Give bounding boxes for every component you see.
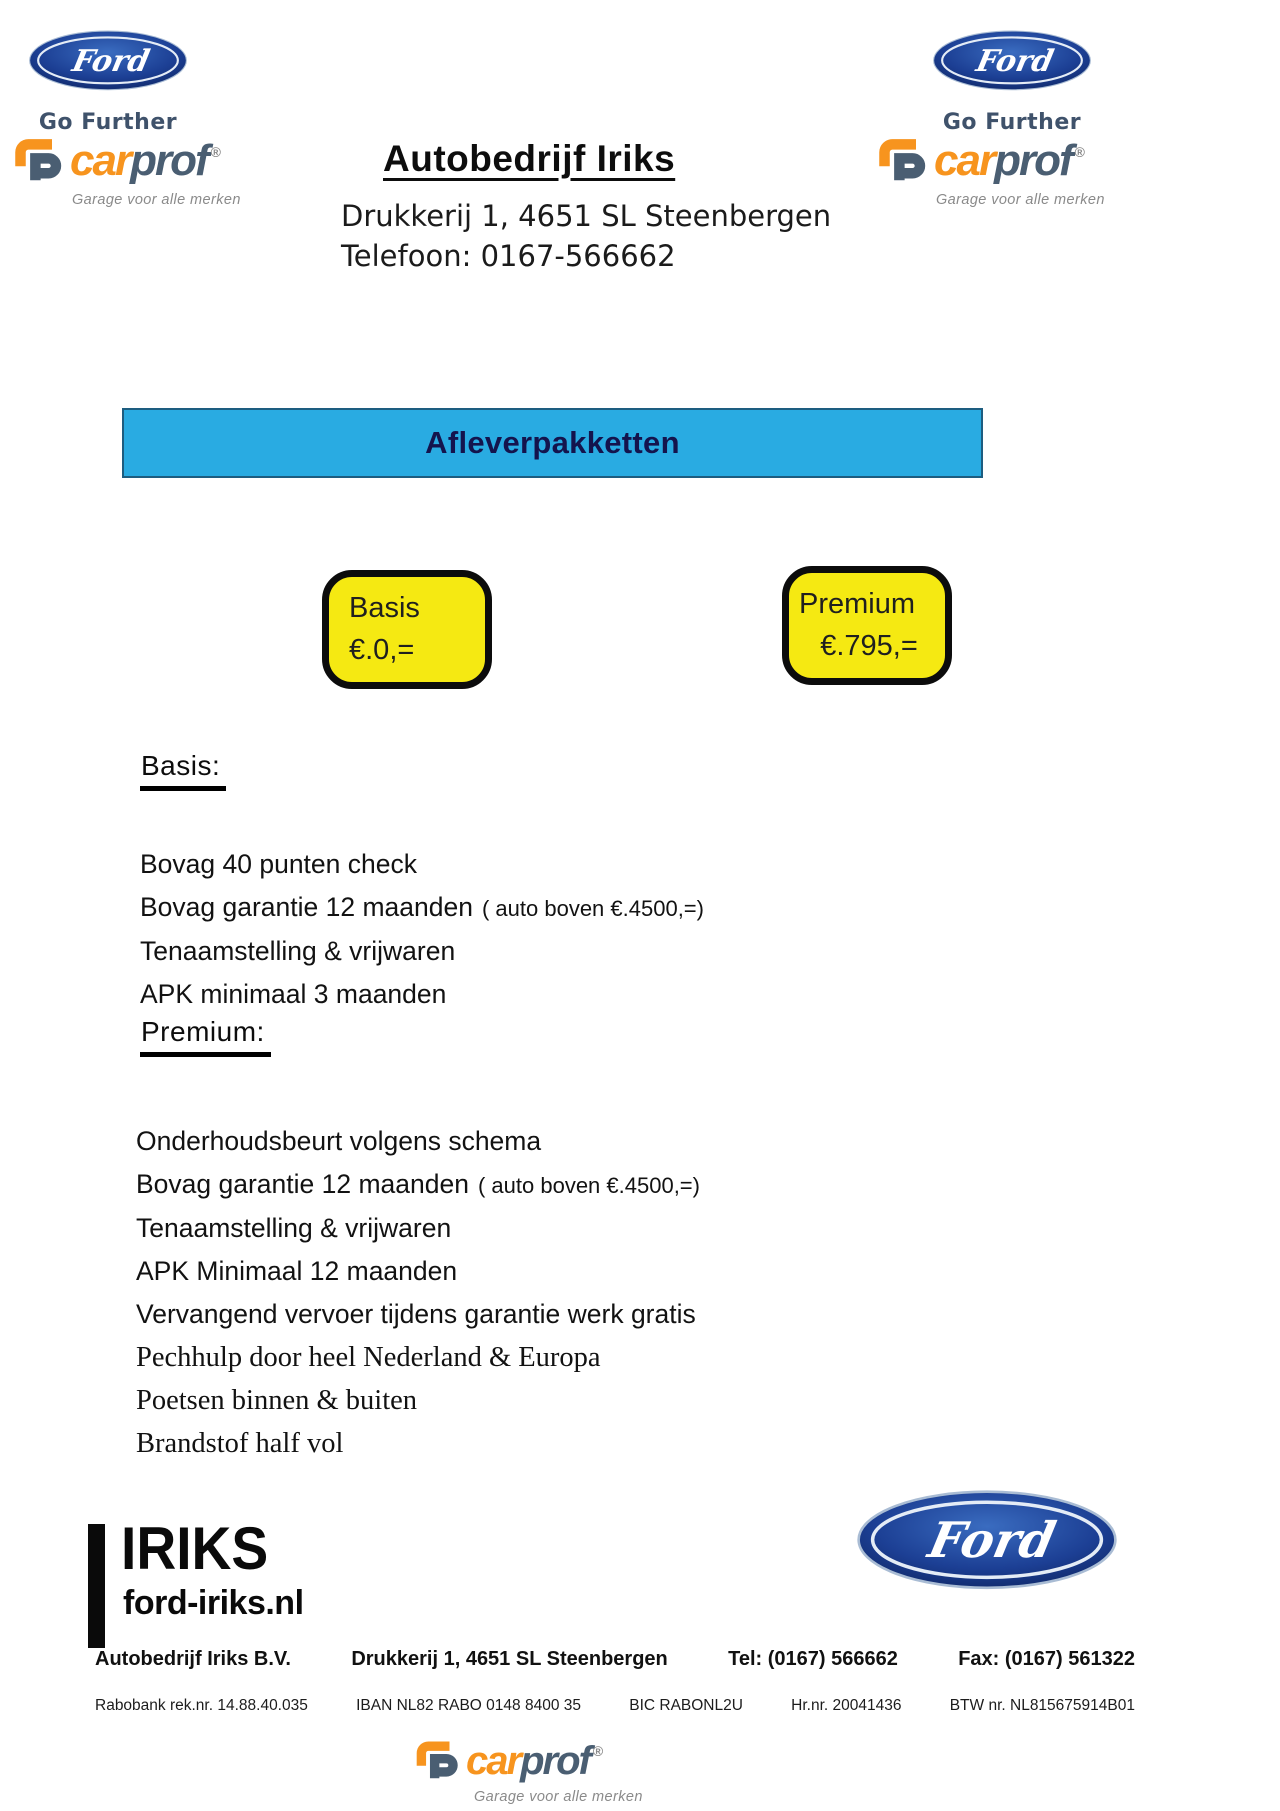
- feature-item: Bovag 40 punten check: [140, 849, 417, 879]
- page-title: Autobedrijf Iriks: [383, 138, 676, 179]
- package-name: Premium: [799, 588, 916, 620]
- carprof-wordmark: [934, 136, 1085, 185]
- carprof-tagline: Garage voor alle merken: [72, 192, 241, 208]
- footer-bank-line: [95, 1697, 1135, 1715]
- feature-list-premium: [136, 1120, 896, 1465]
- carprof-tagline: Garage voor alle merken: [474, 1789, 643, 1805]
- feature-item: Vervangend vervoer tijdens garantie werk gratis: [136, 1299, 696, 1329]
- ford-wordmark: Ford: [973, 44, 1057, 79]
- registered-mark-icon: ®: [592, 1743, 604, 1759]
- feature-item: Poetsen binnen & buiten: [136, 1385, 418, 1416]
- carprof-wordmark: [466, 1741, 603, 1781]
- feature-item: Tenaamstelling & vrijwaren: [136, 1213, 452, 1243]
- carprof-car-text: car: [934, 136, 995, 185]
- feature-item-note: ( auto boven €.4500,=): [477, 1173, 700, 1198]
- carprof-logo-top-left: [10, 133, 241, 208]
- footer-hr-number: Hr.nr. 20041436: [791, 1697, 902, 1714]
- ford-logo-top-left: [28, 30, 188, 91]
- iriks-website: ford-iriks.nl: [123, 1584, 304, 1622]
- carprof-prof-text: prof: [520, 1739, 590, 1783]
- footer-btw-number: BTW nr. NL815675914B01: [949, 1697, 1135, 1714]
- footer-address: Drukkerij 1, 4651 SL Steenbergen: [351, 1648, 668, 1670]
- ford-oval-icon: [856, 1490, 1118, 1590]
- feature-item-note: ( auto boven €.4500,=): [481, 896, 704, 921]
- feature-item: Brandstof half vol: [136, 1428, 344, 1459]
- package-price: €.0,=: [349, 634, 415, 666]
- section-heading-premium: Premium:: [140, 1016, 271, 1057]
- registered-mark-icon: ®: [1074, 144, 1085, 160]
- package-price: €.795,=: [820, 630, 918, 662]
- iriks-logo: [88, 1515, 304, 1623]
- carprof-logo-bottom: [412, 1736, 643, 1805]
- carprof-prof-text: prof: [994, 136, 1072, 185]
- section-heading-basis: Basis:: [140, 750, 226, 791]
- feature-item: Bovag garantie 12 maanden ( auto boven €.4500,=): [136, 1169, 700, 1199]
- dealer-address: Drukkerij 1, 4651 SL Steenbergen: [341, 199, 832, 233]
- iriks-brand: IRIKS: [121, 1515, 269, 1582]
- banner-title: Afleverpakketten: [425, 425, 680, 460]
- carprof-prof-text: prof: [130, 136, 208, 185]
- ford-tagline-top-left: Go Further: [38, 110, 178, 135]
- ford-wordmark: Ford: [69, 44, 153, 79]
- ford-wordmark: Ford: [923, 1511, 1061, 1570]
- carprof-wordmark: [70, 136, 221, 185]
- ford-oval-icon: [932, 30, 1092, 91]
- footer-iban: IBAN NL82 RABO 0148 8400 35: [356, 1697, 581, 1714]
- dealer-phone: Telefoon: 0167-566662: [341, 239, 676, 273]
- footer-company: Autobedrijf Iriks B.V.: [95, 1648, 291, 1670]
- ford-logo-bottom: [856, 1490, 1118, 1590]
- feature-list-basis: [140, 843, 900, 1016]
- footer-fax: Fax: (0167) 561322: [958, 1648, 1135, 1670]
- carprof-cp-monogram-icon: [412, 1736, 462, 1786]
- feature-item: Bovag garantie 12 maanden ( auto boven €.4500,=): [140, 892, 704, 922]
- footer-bank-account: Rabobank rek.nr. 14.88.40.035: [95, 1697, 308, 1714]
- ford-logo-top-right: [932, 30, 1092, 91]
- feature-item: Onderhoudsbeurt volgens schema: [136, 1126, 542, 1156]
- package-card-basis: [322, 570, 492, 689]
- carprof-logo-top-right: [874, 133, 1105, 208]
- package-name: Basis: [349, 592, 420, 624]
- ford-tagline-top-right: Go Further: [942, 110, 1082, 135]
- iriks-bar-icon: [88, 1524, 105, 1648]
- feature-item: Pechhulp door heel Nederland & Europa: [136, 1342, 601, 1373]
- carprof-cp-monogram-icon: [874, 133, 930, 189]
- carprof-cp-monogram-icon: [10, 133, 66, 189]
- feature-item: APK minimaal 3 maanden: [140, 979, 447, 1009]
- carprof-car-text: car: [466, 1739, 521, 1783]
- afleverpakketten-banner: [122, 408, 983, 478]
- footer-phone: Tel: (0167) 566662: [728, 1648, 898, 1670]
- feature-item: Tenaamstelling & vrijwaren: [140, 936, 456, 966]
- footer-contact-line: [95, 1648, 1135, 1671]
- footer-bic: BIC RABONL2U: [629, 1697, 743, 1714]
- carprof-car-text: car: [70, 136, 131, 185]
- ford-oval-icon: [28, 30, 188, 91]
- carprof-tagline: Garage voor alle merken: [936, 192, 1105, 208]
- package-card-premium: [782, 566, 952, 685]
- feature-item: APK Minimaal 12 maanden: [136, 1256, 458, 1286]
- registered-mark-icon: ®: [210, 144, 221, 160]
